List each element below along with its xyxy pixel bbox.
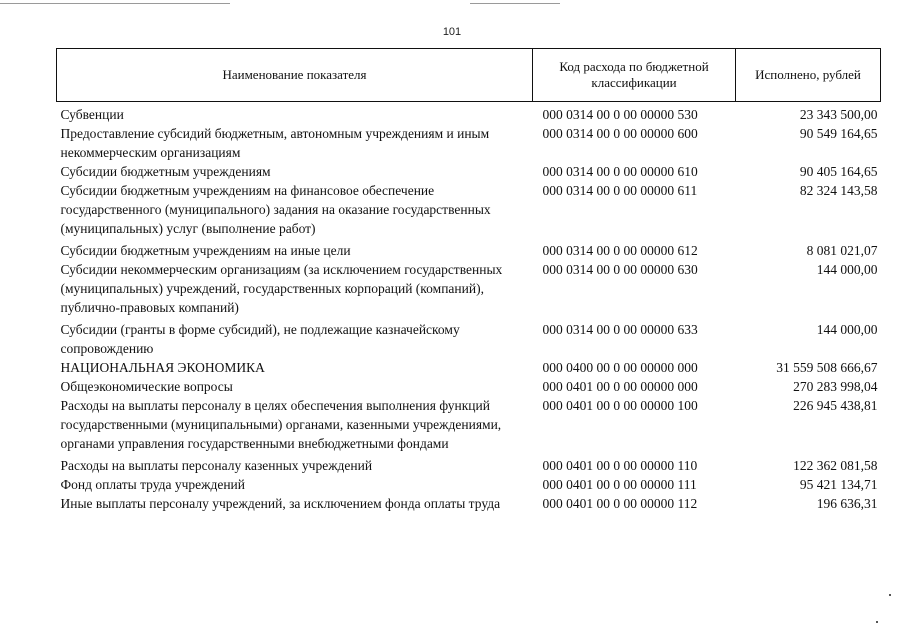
row-name: Субсидии бюджетным учреждениям на иные цели (60, 243, 351, 258)
row-code: 000 0401 00 0 00 00000 100 (542, 398, 698, 413)
budget-execution-table (56, 48, 881, 513)
row-name: НАЦИОНАЛЬНАЯ ЭКОНОМИКА (60, 360, 265, 375)
page-number: 101 (442, 26, 462, 38)
row-name: Расходы на выплаты персоналу казенных учреждений (60, 458, 373, 473)
table-row (57, 453, 881, 475)
table-row (57, 260, 881, 317)
row-amount: 144 000,00 (816, 262, 878, 277)
row-code: 000 0400 00 0 00 00000 000 (542, 360, 698, 375)
row-name: Расходы на выплаты персоналу в целях обеспечения выполнения функций государственными (муниципальными) органами, казенными учреждениями, органами управления государственными внебюджетными фондами (60, 398, 502, 451)
row-code: 000 0314 00 0 00 00000 611 (542, 183, 698, 198)
scan-artifact-line (470, 3, 560, 4)
row-amount: 226 945 438,81 (793, 398, 878, 413)
row-name: Субсидии (гранты в форме субсидий), не подлежащие казначейскому сопровождению (60, 322, 460, 356)
row-code: 000 0401 00 0 00 00000 112 (542, 496, 698, 511)
row-code: 000 0314 00 0 00 00000 530 (542, 107, 698, 122)
row-name: Предоставление субсидий бюджетным, автономным учреждениям и иным некоммерческим организациям (60, 126, 490, 160)
table-row (57, 102, 881, 125)
row-amount: 8 081 021,07 (806, 243, 878, 258)
row-amount: 122 362 081,58 (793, 458, 878, 473)
table-row (57, 162, 881, 181)
table-row (57, 494, 881, 513)
table-row (57, 124, 881, 162)
table-row (57, 475, 881, 494)
scan-artifact-dot (876, 621, 878, 623)
scan-artifact-dot (889, 594, 891, 596)
table-row (57, 396, 881, 453)
row-name: Субсидии бюджетным учреждениям на финансовое обеспечение государственного (муниципального) задания на оказание государственных (муниципальных) услуг (выполнение работ) (60, 183, 491, 236)
row-code: 000 0314 00 0 00 00000 600 (542, 126, 698, 141)
row-name: Иные выплаты персоналу учреждений, за исключением фонда оплаты труда (60, 496, 501, 511)
table-row (57, 358, 881, 377)
row-code: 000 0314 00 0 00 00000 610 (542, 164, 698, 179)
row-name: Субвенции (60, 107, 124, 122)
row-amount: 144 000,00 (816, 322, 878, 337)
header-indicator-name: Наименование показателя (57, 49, 533, 102)
row-code: 000 0314 00 0 00 00000 633 (542, 322, 698, 337)
header-executed-amount: Исполнено, рублей (736, 49, 881, 102)
table-row (57, 238, 881, 260)
row-name: Субсидии бюджетным учреждениям (60, 164, 271, 179)
row-name: Фонд оплаты труда учреждений (60, 477, 245, 492)
header-budget-code: Код расхода по бюджетной классификации (533, 49, 736, 102)
row-name: Субсидии некоммерческим организациям (за исключением государственных (муниципальных) учреждений, государственных корпораций (компаний), публично-правовых компаний) (60, 262, 503, 315)
row-name: Общеэкономические вопросы (60, 379, 233, 394)
row-amount: 196 636,31 (816, 496, 878, 511)
row-code: 000 0401 00 0 00 00000 111 (542, 477, 697, 492)
row-amount: 23 343 500,00 (799, 107, 878, 122)
row-amount: 90 549 164,65 (799, 126, 878, 141)
table-header-row (57, 49, 881, 102)
table-row (57, 317, 881, 358)
row-code: 000 0401 00 0 00 00000 000 (542, 379, 698, 394)
row-code: 000 0401 00 0 00 00000 110 (542, 458, 698, 473)
scan-artifact-line (0, 3, 230, 4)
row-amount: 95 421 134,71 (799, 477, 878, 492)
row-amount: 82 324 143,58 (799, 183, 878, 198)
row-code: 000 0314 00 0 00 00000 630 (542, 262, 698, 277)
row-amount: 90 405 164,65 (799, 164, 878, 179)
row-amount: 270 283 998,04 (793, 379, 878, 394)
row-amount: 31 559 508 666,67 (776, 360, 878, 375)
row-code: 000 0314 00 0 00 00000 612 (542, 243, 698, 258)
table-row (57, 377, 881, 396)
table-row (57, 181, 881, 238)
